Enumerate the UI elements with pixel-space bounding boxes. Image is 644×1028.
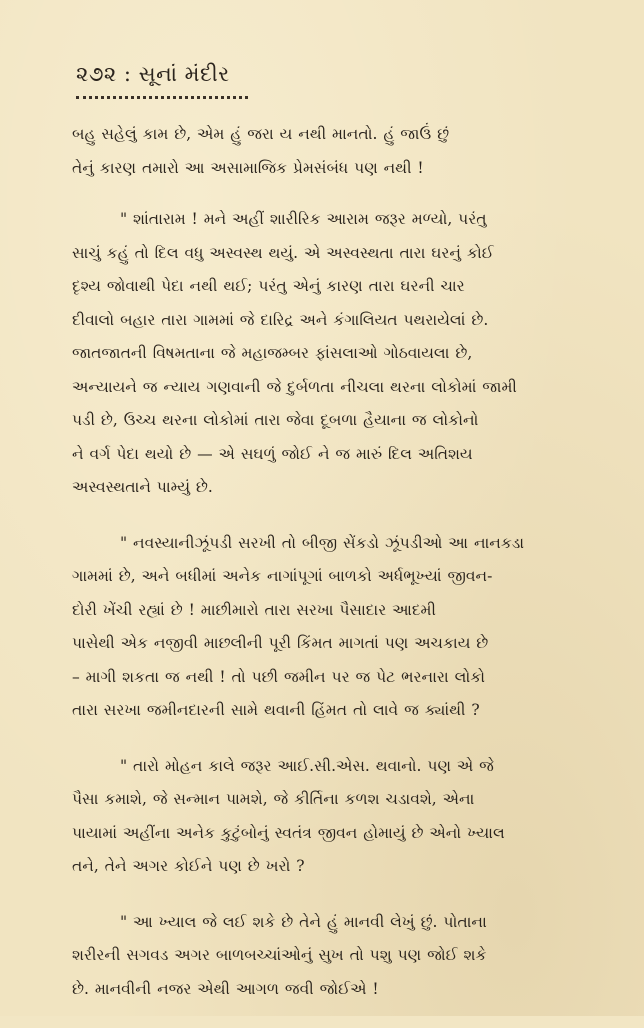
- text-line: પૈસા કમાશે, જે સન્માન પામશે, જે કીર્તિના કળશ ચડાવશે, એના: [72, 790, 475, 808]
- text-line: તારા સરખા જમીનદારની સામે થવાની હિંમત તો લાવે જ ક્યાંથી ?: [72, 701, 480, 719]
- page-header: [76, 60, 596, 99]
- paragraph-4: [72, 750, 602, 884]
- text-line: ને વર્ગ પેદા થયો છે — એ સઘળું જોઈ ને જ મારું દિલ અતિશય: [72, 444, 473, 463]
- text-line: દીવાલો બહાર તારા ગામમાં જે દારિદ્ર અને કંગાલિયત પથરાયેલાં છે.: [72, 310, 489, 329]
- text-line: દૃશ્ય જોવાથી પેદા નથી થઈ; પરંતુ એનું કારણ તારા ઘરની ચાર: [72, 277, 465, 295]
- body-text: [72, 118, 602, 1028]
- text-line: – માગી શકતા જ નથી ! તો પછી જમીન પર જ પેટ ભરનારા લોકો: [72, 667, 486, 686]
- text-line: " આ ખ્યાલ જે લઈ શકે છે તેને હું માનવી લેખું છું. પોતાના: [120, 912, 487, 931]
- text-line: " તારો મોહન કાલે જરૂર આઈ.સી.એસ. થવાનો. પણ એ જે: [120, 756, 494, 775]
- text-line: અન્યાયને જ ન્યાય ગણવાની જે દુર્બળતા નીચલા થરના લોકોમાં જામી: [72, 377, 517, 396]
- text-line: દોરી ખેંચી રહ્યાં છે ! માછીમારો તારા સરખા પૈસાદાર આદમી: [72, 600, 436, 619]
- text-line: " નવસ્યાનીઝૂંપડી સરખી તો બીજી સેંકડો ઝૂંપડીઓ આ નાનકડા: [120, 533, 525, 552]
- text-line: પાસેથી એક નજીવી માછલીની પૂરી કિંમત માગતાં પણ અચકાય છે: [72, 634, 489, 652]
- text-line: શરીરની સગવડ અગર બાળબચ્ચાંઓનું સુખ તો પશુ પણ જોઈ શકે: [72, 946, 487, 964]
- running-head: ૨૭૨ : સૂનાં મંદીર: [76, 62, 230, 86]
- text-line: " શાંતારામ ! મને અહીં શારીરિક આરામ જરૂર મળ્યો, પરંતુ: [120, 210, 487, 228]
- text-line: પાયામાં અહીંના અનેક કુટુંબોનું સ્વતંત્ર જીવન હોમાયું છે એનો ખ્યાલ: [72, 823, 505, 842]
- text-line: જાતજાતની વિષમતાના જે મહાજમ્બર ફાંસલાઓ ગોઠવાયલા છે,: [72, 344, 473, 362]
- paragraph-3: [72, 527, 602, 728]
- text-line: તને, તેને અગર કોઈને પણ છે ખરો ?: [72, 857, 305, 875]
- text-line: સાચું કહું તો દિલ વધુ અસ્વસ્થ થયું. એ અસ્વસ્થતા તારા ઘરનું કોઈ: [72, 243, 494, 262]
- text-line: છે. માનવીની નજર એથી આગળ જવી જોઈએ !: [72, 979, 379, 998]
- header-dotted-rule: [76, 92, 248, 99]
- paragraph-5: [72, 906, 602, 1007]
- text-line: અસ્વસ્થતાને પામ્યું છે.: [72, 478, 213, 496]
- text-line: ગામમાં છે, અને બધીમાં અનેક નાગાંપૂગાં બાળકો અર્ધભૂખ્યાં જીવન-: [72, 567, 493, 585]
- text-line: પડી છે, ઉચ્ચ થરના લોકોમાં તારા જેવા દૂબળા હૈયાના જ લોકોનો: [72, 411, 479, 429]
- paragraph-1: [72, 118, 602, 185]
- paragraph-2: [72, 203, 602, 505]
- text-line: બહુ સહેલું કામ છે, એમ હું જરા ય નથી માનતો. હું જાઉં છું: [72, 125, 450, 143]
- text-line: તેનું કારણ તમારો આ અસામાજિક પ્રેમસંબંધ પણ નથી !: [72, 158, 424, 177]
